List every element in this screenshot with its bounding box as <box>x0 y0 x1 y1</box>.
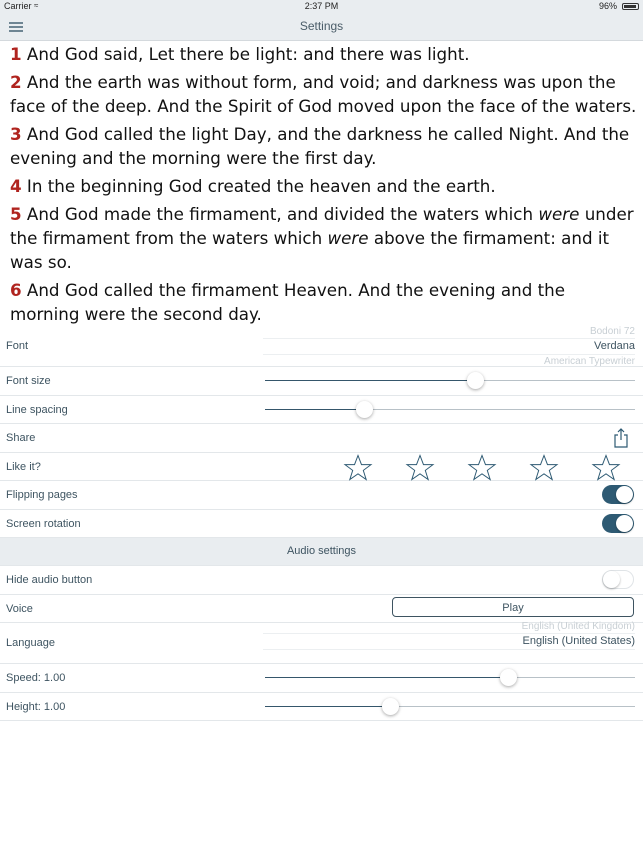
verse-text: under the firmament from the waters which <box>10 204 634 248</box>
verse-text: were <box>538 204 580 224</box>
verse <box>10 70 638 118</box>
screen-rotation-row <box>0 510 643 539</box>
verse-text: And the earth was without form, and void; and darkness was upon the face of the deep. And the Spirit of God moved upon the face of the waters. <box>10 72 637 116</box>
slider-thumb[interactable] <box>382 698 399 715</box>
navigation-bar <box>0 13 643 41</box>
page-title: Settings <box>299 19 344 33</box>
speed-row <box>0 664 643 693</box>
verse-text: In the beginning God created the heaven and the earth. <box>21 176 496 196</box>
settings-list <box>0 326 643 721</box>
star-outline-icon[interactable] <box>467 454 497 481</box>
slider-thumb[interactable] <box>467 372 484 389</box>
flipping-pages-row <box>0 481 643 510</box>
verse-text: were <box>327 228 369 248</box>
height-row <box>0 693 643 722</box>
share-row[interactable] <box>0 424 643 453</box>
line-spacing-slider[interactable] <box>265 400 635 420</box>
verse-text: above the firmament: and it was so. <box>10 228 610 272</box>
font-option-selected[interactable]: Verdana <box>594 340 635 352</box>
font-size-row <box>0 367 643 396</box>
text-preview <box>10 42 638 326</box>
verse-text: And God called the light Day, and the darkness he called Night. And the evening and the morning were the first day. <box>10 124 630 168</box>
audio-settings-header: Audio settings <box>0 538 643 566</box>
verse-text: And God made the firmament, and divided the waters which <box>21 204 539 224</box>
rating-stars <box>340 454 640 481</box>
verse-number: 6 <box>10 280 22 300</box>
verse-number: 2 <box>10 72 22 92</box>
like-label: Like it? <box>6 460 41 473</box>
verse-number: 1 <box>10 44 22 64</box>
verse-number: 5 <box>10 204 22 224</box>
language-label: Language <box>6 637 55 649</box>
screen-rotation-toggle[interactable] <box>602 514 634 533</box>
play-button[interactable]: Play <box>392 597 634 617</box>
language-picker[interactable] <box>263 623 635 663</box>
share-label: Share <box>6 432 36 444</box>
verse-text: And God called the firmament Heaven. And the evening and the morning were the second day. <box>10 280 566 324</box>
star-outline-icon[interactable] <box>343 454 373 481</box>
verse-text: And God said, Let there be light: and there was light. <box>21 44 470 64</box>
share-icon[interactable] <box>613 428 629 448</box>
voice-row <box>0 595 643 624</box>
font-picker[interactable] <box>263 326 635 366</box>
clock: 2:37 PM <box>304 1 339 11</box>
star-outline-icon[interactable] <box>529 454 559 481</box>
speed-slider[interactable] <box>265 668 635 688</box>
slider-thumb[interactable] <box>500 669 517 686</box>
star-outline-icon[interactable] <box>591 454 621 481</box>
font-row <box>0 326 643 367</box>
like-row <box>0 453 643 482</box>
battery-percent: 96% <box>598 1 617 11</box>
battery-icon <box>622 3 639 10</box>
verse-number: 4 <box>10 176 22 196</box>
line-spacing-row <box>0 396 643 425</box>
screen-rotation-label: Screen rotation <box>6 517 81 530</box>
status-bar <box>0 0 643 13</box>
speed-label: Speed: 1.00 <box>6 672 66 684</box>
hide-audio-row <box>0 566 643 595</box>
font-size-slider[interactable] <box>265 371 635 391</box>
height-slider[interactable] <box>265 697 635 717</box>
font-size-label: Font size <box>6 375 51 387</box>
slider-thumb[interactable] <box>356 401 373 418</box>
verse <box>10 42 638 66</box>
flipping-pages-label: Flipping pages <box>6 489 78 501</box>
verse <box>10 202 638 274</box>
language-option-selected[interactable]: English (United States) <box>522 635 635 647</box>
font-option[interactable]: American Typewriter <box>544 356 635 367</box>
flipping-pages-toggle[interactable] <box>602 485 634 504</box>
hide-audio-toggle[interactable] <box>602 570 634 589</box>
verse <box>10 174 638 198</box>
font-option[interactable]: Bodoni 72 <box>589 326 635 337</box>
language-option[interactable]: English (United Kingdom) <box>521 621 635 632</box>
verse <box>10 278 638 326</box>
language-row <box>0 623 643 664</box>
wifi-icon: ≈ <box>34 1 39 10</box>
font-label: Font <box>6 340 29 352</box>
verse <box>10 122 638 170</box>
verse-number: 3 <box>10 124 22 144</box>
hide-audio-label: Hide audio button <box>6 574 93 586</box>
height-label: Height: 1.00 <box>6 700 66 713</box>
line-spacing-label: Line spacing <box>6 403 68 416</box>
carrier-label: Carrier <box>4 1 32 11</box>
voice-label: Voice <box>6 602 33 615</box>
star-outline-icon[interactable] <box>405 454 435 481</box>
